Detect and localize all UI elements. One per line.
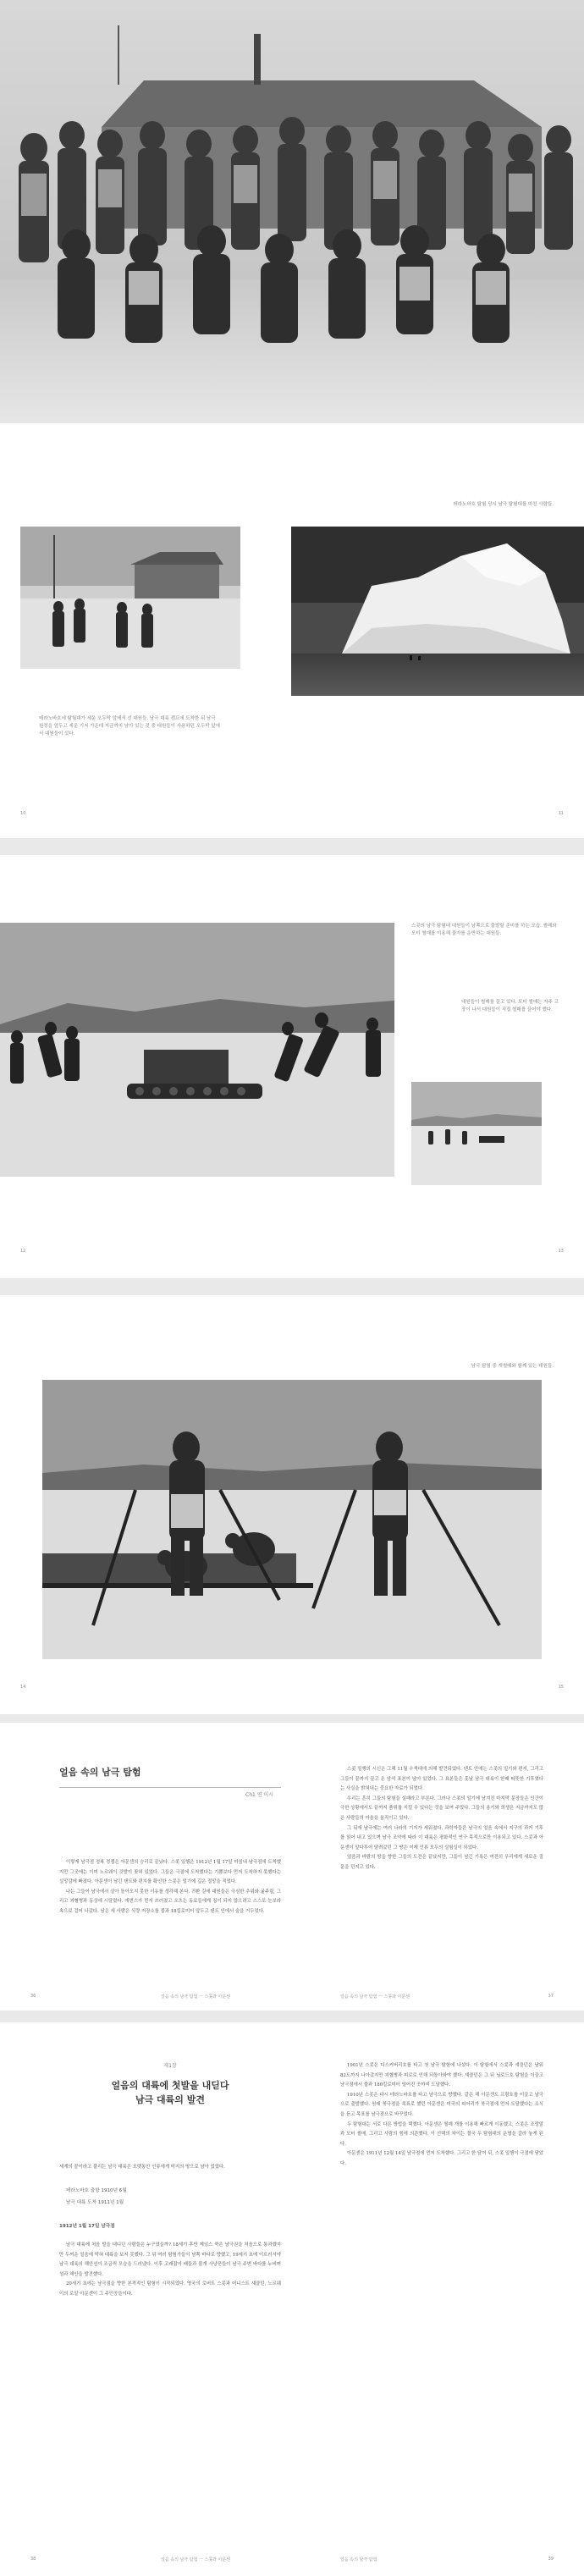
part-title-line2: 남극 대륙의 발견 <box>135 2094 206 2105</box>
right-caption-top: 스콧의 남극 탐험대 대원들이 남쪽으로 출발할 준비를 하는 모습. 썰매와 모터 썰매를 이용해 물자를 운반하는 대원들. <box>411 924 557 936</box>
hut-photo <box>20 527 240 669</box>
left-footer-2: 얼음 속의 남극 탐험 ㅡ 스콧과 아문센 <box>161 2557 230 2562</box>
byline: Ch1 연 미시 <box>245 1792 274 1798</box>
page-number-left: 12 <box>20 1249 26 1254</box>
left-footer: 얼음 속의 남극 탐험 ㅡ 스콧과 아문센 <box>161 1994 230 2000</box>
left-body-text-2 <box>59 2241 281 2300</box>
meta-line-3: 1912년 1월 17일 남극점 <box>59 2224 115 2229</box>
paragraph: 1901년 스콧은 디스커버리호를 타고 첫 남극 탐험에 나섰다. 이 탐험에서 스콧과 섀클턴은 남위 82도까지 나아갔지만 괴혈병과 피로로 인해 되돌아와야 했다. 섀클턴은 그 뒤 님로드호 탐험을 이끌고 남극점에서 불과 180킬로미터 떨어진 곳까지 도달했다. <box>340 2063 543 2088</box>
page-number-left: 14 <box>20 1685 26 1690</box>
sled-team-photo <box>411 1082 542 1185</box>
iceberg-photo <box>291 527 584 696</box>
right-body-text-2 <box>340 2061 543 2170</box>
page-number-right: 13 <box>558 1249 564 1254</box>
group-photo-caption: 테라노바호 탐험 당시 남극 탐험대를 마친 사람들. <box>453 502 554 507</box>
right-footer: 얼음 속의 남극 탐험 ㅡ 스콧과 아문센 <box>340 1994 410 2000</box>
book-spread-1 <box>0 0 584 838</box>
page-number-left-2: 38 <box>30 2557 36 2562</box>
dog-sled-photo <box>42 1380 542 1659</box>
right-caption-mid: 대원들이 썰매를 끌고 있다. 모터 썰매는 자주 고장이 나서 대원들이 직접 썰매를 끌어야 했다. <box>461 1000 559 1012</box>
paragraph: 아문센은 1911년 12월 14일 남극점에 먼저 도착했다. 그리고 한 달여 뒤, 스콧 일행이 극점에 닿았다. <box>340 2151 543 2166</box>
paragraph: 우리는 흔히 그들의 탐험을 실패라고 부른다. 그러나 스콧의 일기에 남겨진 마지막 문장들은 인간이 극한 상황에서도 끝까지 품위를 지킬 수 있다는 것을 보여 주었다. 그들의 용기와 희생은 지금까지도 많은 사람들의 마음을 움직이고 있다. <box>340 1795 543 1821</box>
paragraph: 이렇게 남극점 정복 경쟁은 아문센의 승리로 끝났다. 스콧 일행은 1912년 1월 17일 마침내 남극점에 도착했지만 그곳에는 이미 노르웨이 깃발이 꽂혀 있었다. 그들은 극점에 도착했다는 기쁨보다 먼저 도착하지 못했다는 실망감에 빠졌다. 아문센이 남긴 텐트와 편지를 확인한 스콧은 일기에 깊은 절망을 적었다. <box>59 1860 281 1885</box>
motor-sledge-photo <box>0 923 394 1177</box>
right-footer-2: 얼음 속의 남극 탐험 <box>340 2557 377 2562</box>
paragraph: 스콧 일행의 시신은 그해 11월 수색대에 의해 발견되었다. 텐트 안에는 스콧의 일기와 편지, 그리고 그들이 끝까지 끌고 온 암석 표본이 남아 있었다. 그 표본들은 훗날 남극 대륙이 한때 따뜻한 기후였다는 사실을 밝혀내는 중요한 자료가 되었다. <box>340 1767 543 1792</box>
book-spread-2 <box>0 855 584 1278</box>
page-number-left: 36 <box>30 1994 36 1999</box>
group-photo <box>0 0 584 423</box>
chapter-title: 얼음 속의 남극 탐험 <box>59 1767 141 1778</box>
intro-paragraph: 세계의 끝이라고 불리는 남극 대륙은 오랫동안 인류에게 미지의 땅으로 남아 있었다. <box>59 2165 225 2170</box>
part-label: 제1장 <box>163 2063 177 2069</box>
meta-line-1: 테라노바호 출항 1910년 6월 <box>66 2188 127 2193</box>
page-number-right: 15 <box>558 1685 564 1690</box>
page-number-right: 37 <box>548 1994 554 1999</box>
paragraph: 20세기 초에는 남극점을 향한 본격적인 탐험이 시작되었다. 영국의 로버트 스콧과 어니스트 섀클턴, 노르웨이의 로알 아문센이 그 주인공들이다. <box>59 2281 281 2297</box>
paragraph: 나는 그들이 남극에서 살아 돌아오지 못한 이유를 생각해 본다. 귀환 길에 대원들은 극심한 추위와 굶주림, 그리고 괴혈병과 동상에 시달렸다. 에번스가 먼저 쓰러졌고 오츠는 동료들에게 짐이 되지 않으려고 스스로 눈보라 속으로 걸어 나갔다. 남은 세 사람은 식량 저장소를 불과 18킬로미터 앞두고 텐트 안에서 숨을 거두었다. <box>59 1889 281 1914</box>
book-spread-3 <box>0 1295 584 1714</box>
page-number-left: 10 <box>20 811 26 816</box>
right-body-text <box>340 1765 543 1873</box>
left-body-text <box>59 1858 281 1917</box>
meta-line-2: 남극 대륙 도착 1911년 1월 <box>66 2200 124 2205</box>
intro-text <box>59 2163 281 2182</box>
paragraph: 얼음과 바람의 땅을 향한 그들의 도전은 끝났지만, 그들이 남긴 기록은 여전히 우리에게 새로운 질문을 던지고 있다. <box>340 1855 543 1870</box>
paragraph: 남극 대륙에 처음 발을 내디딘 사람들은 누구였을까? 18세기 후반 제임스 쿡은 남극권을 처음으로 통과했지만 두꺼운 얼음에 막혀 대륙을 보지 못했다. 그 뒤 여러 탐험가들이 남쪽 바다로 향했고, 19세기 초에 이르러서야 남극 대륙의 해안선이 조금씩 모습을 드러냈다. 이후 고래잡이 배들과 물개 사냥꾼들이 남극 주변 바다를 누비며 섬과 해안을 발견했다. <box>59 2242 281 2277</box>
spread-divider <box>0 2011 584 2022</box>
book-spread-4 <box>0 1723 584 2576</box>
paragraph: 두 탐험대는 서로 다른 방법을 택했다. 아문센은 썰매 개를 이용해 빠르게 이동했고, 스콧은 조랑말과 모터 썰매, 그리고 사람의 힘에 의존했다. 이 선택의 차이는 결국 두 탐험대의 운명을 갈라 놓게 된다. <box>340 2121 543 2147</box>
page-number-right-2: 39 <box>548 2557 554 2562</box>
page-number-right: 11 <box>558 811 564 816</box>
part-title-line1: 얼음의 대륙에 첫발을 내딛다 <box>111 2080 229 2091</box>
paragraph: 그 뒤에 남극에는 여러 나라의 기지가 세워졌다. 과학자들은 남극의 얼음 속에서 지구의 과거 기후를 읽어 내고 있으며 남극 조약에 따라 이 대륙은 평화적인 연구 목적으로만 이용되고 있다. 스콧과 아문센이 앞다투어 달려갔던 그 땅은 이제 인류 모두의 실험실이 되었다. <box>340 1825 543 1851</box>
title-rule <box>59 1787 281 1788</box>
right-caption: 남극 탐험 중 개썰매와 함께 있는 대원들. <box>471 1364 554 1369</box>
paragraph: 1910년 스콧은 다시 테라노바호를 타고 남극으로 향했다. 같은 해 아문센도 프람호를 이끌고 남극으로 출발했다. 원래 북극점을 목표로 했던 아문센은 미국의 피어리가 북극점에 먼저 도달했다는 소식을 듣고 목표를 남극점으로 바꾸었다. <box>340 2092 543 2117</box>
left-photo-caption: 테라노바호에 탐험대가 세운 오두막 앞에서 선 대원들. 남극 대륙 캠프에 도착한 뒤 남극 원정을 앞두고 세운 기지 가운데 지금까지 남아 있는 것 중 대원들이 사용하던 오두막 앞에서 대원들이 섰다. <box>39 716 220 736</box>
